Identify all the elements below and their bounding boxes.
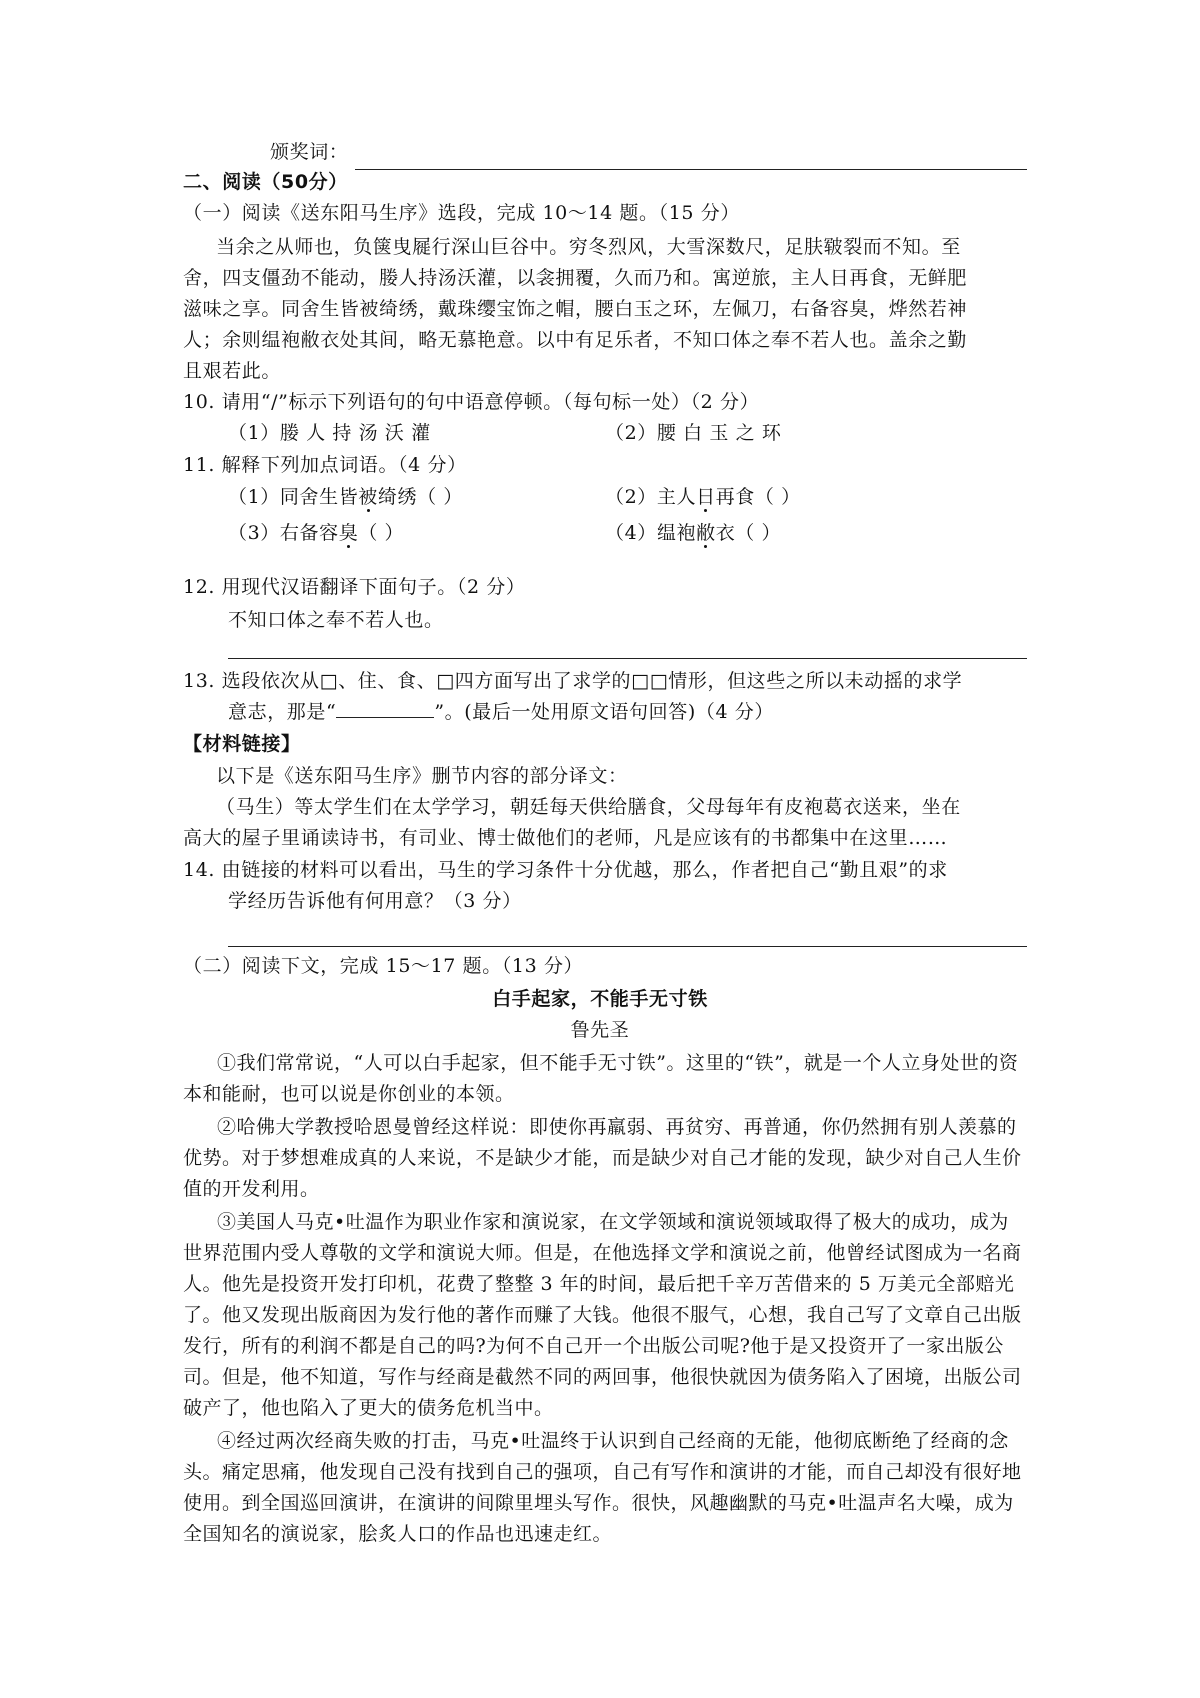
passage-line: 舍，四支僵劲不能动，媵人持汤沃灌，以衾拥覆，久而乃和。寓逆旅，主人日再食，无鲜肥	[183, 267, 968, 289]
q11-prefix: （1）同舍生皆	[228, 486, 359, 508]
article-body	[183, 1048, 1023, 1550]
article-paragraph: ④经过两次经商失败的打击，马克•吐温终于认识到自己经商的无能，他彻底断绝了经商的念头。痛定思痛，他发现自己没有找到自己的强项，自己有写作和演讲的才能，而自己却没有很好地使用。到全国巡回演讲，在演讲的间隙里埋头写作。很快，风趣幽默的马克•吐温声名大噪，成为全国知名的演说家，脍炙人口的作品也迅速走红。	[183, 1430, 1022, 1545]
question-12-answer-line[interactable]	[228, 658, 1027, 659]
question-14-answer-line[interactable]	[228, 946, 1027, 947]
q11-suffix[interactable]: 再食（ ）	[715, 486, 801, 508]
question-11-item-3	[228, 518, 404, 549]
question-14-line-2: 学经历告诉他有何用意？（3 分）	[228, 890, 522, 912]
dotted-word: 臭	[338, 522, 359, 544]
q11-prefix: （2）主人	[605, 486, 697, 508]
question-14-line-1: 14. 由链接的材料可以看出，马生的学习条件十分优越，那么，作者把自己“勤且艰”的求	[183, 859, 948, 881]
article-paragraph: ②哈佛大学教授哈恩曼曾经这样说：即使你再羸弱、再贫穷、再普通，你仍然拥有别人羡慕的优势。对于梦想难成真的人来说，不是缺少才能，而是缺少对自己才能的发现，缺少对自己人生价值的开发利用。	[183, 1116, 1022, 1200]
question-11-item-2	[605, 482, 801, 513]
question-12-stem: 12. 用现代汉语翻译下面句子。（2 分）	[183, 576, 526, 598]
material-line: （马生）等太学生们在太学学习，朝廷每天供给膳食，父母每年有皮袍葛衣送来，坐在	[216, 796, 961, 818]
article-paragraph: ①我们常常说，“人可以白手起家，但不能手无寸铁”。这里的“铁”，就是一个人立身处世的资本和能耐，也可以说是你创业的本领。	[183, 1052, 1019, 1105]
question-13-blank[interactable]	[336, 699, 434, 718]
question-11-item-4	[605, 518, 781, 549]
dotted-word: 敝	[696, 522, 716, 544]
article-paragraph: ③美国人马克•吐温作为职业作家和演说家，在文学领域和演说领域取得了极大的成功，成为世界范围内受人尊敬的文学和演说大师。但是，在他选择文学和演说之前，他曾经试图成为一名商人。他先是投资开发打印机，花费了整整 3 年的时间，最后把千辛万苦借来的 5 万美元全部赔光了。他又发现出版商因为发行他的著作而赚了大钱。他很不服气，心想，我自己写了文章自己出版发行，所有的利润不都是自己的吗?为何不自己开一个出版公司呢?他于是又投资开了一家出版公司。但是，他不知道，写作与经商是截然不同的两回事，他很快就因为债务陷入了困境，出版公司破产了，他也陷入了更大的债务危机当中。	[183, 1211, 1022, 1419]
q11-suffix[interactable]: 绮绣（ ）	[377, 486, 463, 508]
passage-line: 人；余则缊袍敝衣处其间，略无慕艳意。以中有足乐者，不知口体之奉不若人也。盖余之勤	[183, 329, 968, 351]
material-heading: 【材料链接】	[183, 733, 301, 755]
part1-intro: （一）阅读《送东阳马生序》选段，完成 10～14 题。（15 分）	[183, 202, 740, 224]
dotted-word: 日	[696, 486, 716, 508]
question-13-line-1: 13. 选段依次从□、住、食、□四方面写出了求学的□□情形，但这些之所以未动摇的求学	[183, 670, 963, 692]
q11-prefix: （3）右备容	[228, 522, 339, 544]
question-10-item-1: （1）媵 人 持 汤 沃 灌	[228, 422, 431, 444]
question-11-item-1	[228, 482, 463, 513]
article-title: 白手起家，不能手无寸铁	[492, 988, 708, 1010]
q13-prefix: 意志，那是“	[228, 701, 337, 723]
passage-line: 且艰若此。	[183, 360, 282, 382]
question-11-stem: 11. 解释下列加点词语。（4 分）	[183, 454, 467, 476]
award-answer-line[interactable]	[355, 169, 1027, 170]
q11-suffix[interactable]: 衣（ ）	[715, 522, 782, 544]
question-10-stem: 10. 请用“/”标示下列语句的句中语意停顿。（每句标一处）（2 分）	[183, 391, 760, 413]
q13-suffix: ”。(最后一处用原文语句回答)（4 分）	[434, 701, 774, 723]
question-13-line-2	[228, 697, 774, 728]
q11-prefix: （4）缊袍	[605, 522, 697, 544]
q11-suffix[interactable]: （ ）	[358, 522, 405, 544]
section-heading: 二、阅读（50分）	[183, 171, 348, 193]
part2-intro: （二）阅读下文，完成 15～17 题。（13 分）	[183, 955, 584, 977]
passage-line: 滋味之享。同舍生皆被绮绣，戴珠缨宝饰之帽，腰白玉之环，左佩刀，右备容臭，烨然若神	[183, 298, 968, 320]
material-line: 高大的屋子里诵读诗书，有司业、博士做他们的老师，凡是应该有的书都集中在这里……	[183, 827, 948, 849]
article-author: 鲁先圣	[570, 1019, 630, 1041]
dotted-word: 被	[358, 486, 378, 508]
question-10-item-2: （2）腰 白 玉 之 环	[605, 422, 782, 444]
question-12-sentence: 不知口体之奉不若人也。	[228, 609, 444, 631]
material-intro: 以下是《送东阳马生序》删节内容的部分译文：	[216, 765, 628, 787]
award-label: 颁奖词：	[270, 141, 349, 163]
passage-line: 当余之从师也，负箧曳屣行深山巨谷中。穷冬烈风，大雪深数尺，足肤皲裂而不知。至	[216, 236, 961, 258]
